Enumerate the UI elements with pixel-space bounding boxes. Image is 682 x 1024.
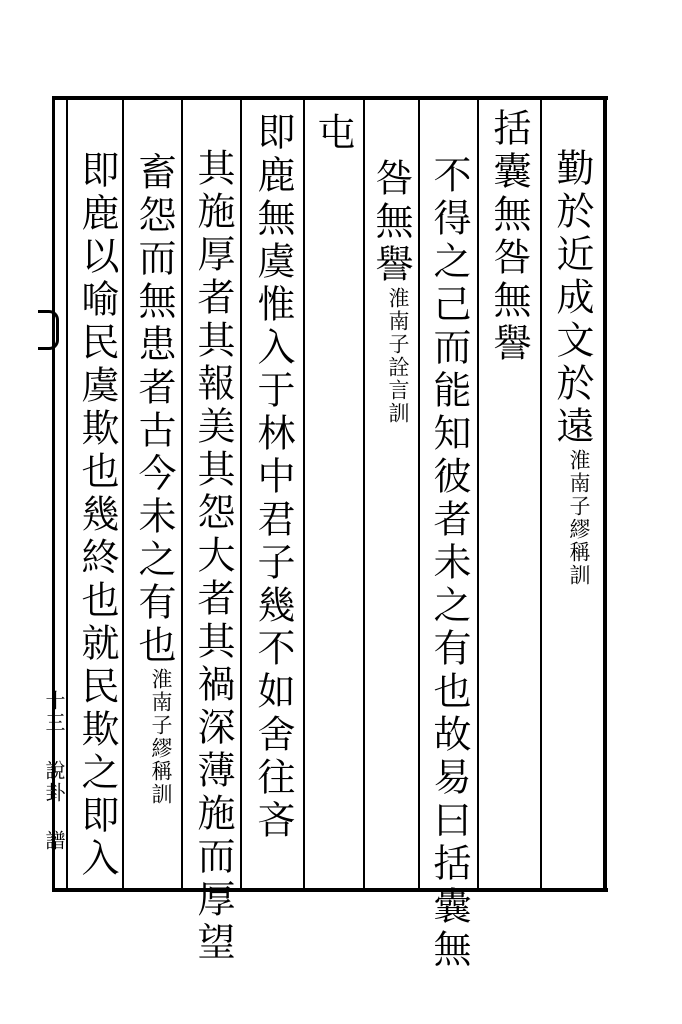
page-border-right [603, 96, 607, 892]
column-rule [181, 100, 183, 888]
column-rule [303, 100, 305, 888]
text-column-1 [550, 148, 594, 587]
text-column-3 [427, 155, 471, 972]
page-border-top [52, 96, 608, 100]
column-rule [240, 100, 242, 888]
column-rule [477, 100, 479, 888]
column-text: 屯 [311, 112, 355, 155]
column-text: 括囊無咎無譽 [487, 108, 531, 366]
column-text: 不得之己而能知彼者未之有也故易曰括囊無 [427, 155, 471, 972]
column-text: 即鹿無虞惟入于林中君子幾不如舍往吝 [251, 112, 295, 843]
text-column-5 [311, 112, 355, 155]
text-column-4 [369, 158, 413, 425]
text-column-9 [75, 150, 119, 881]
column-text: 勤於近成文於遠 [550, 148, 594, 449]
column-rule [122, 100, 124, 888]
column-text: 咎無譽 [369, 158, 413, 287]
column-rule [363, 100, 365, 888]
text-column-8 [132, 152, 176, 806]
text-column-2 [487, 108, 531, 366]
margin-page-marker: 十三 說卦 譜 [42, 690, 66, 852]
inline-annotation: 淮南子繆稱訓 [567, 449, 591, 587]
inline-annotation: 淮南子詮言訓 [386, 287, 410, 425]
page-border-bottom [52, 888, 608, 892]
column-rule [540, 100, 542, 888]
inline-annotation: 淮南子繆稱訓 [149, 668, 173, 806]
column-text: 即鹿以喻民虞欺也幾終也就民欺之即入 [75, 150, 119, 881]
text-column-6 [251, 112, 295, 843]
column-rule [418, 100, 420, 888]
text-column-7 [191, 148, 235, 965]
fold-edge-mark [38, 310, 59, 350]
column-text: 其施厚者其報美其怨大者其禍深薄施而厚望 [191, 148, 235, 965]
column-text: 畜怨而無患者古今未之有也 [132, 152, 176, 668]
